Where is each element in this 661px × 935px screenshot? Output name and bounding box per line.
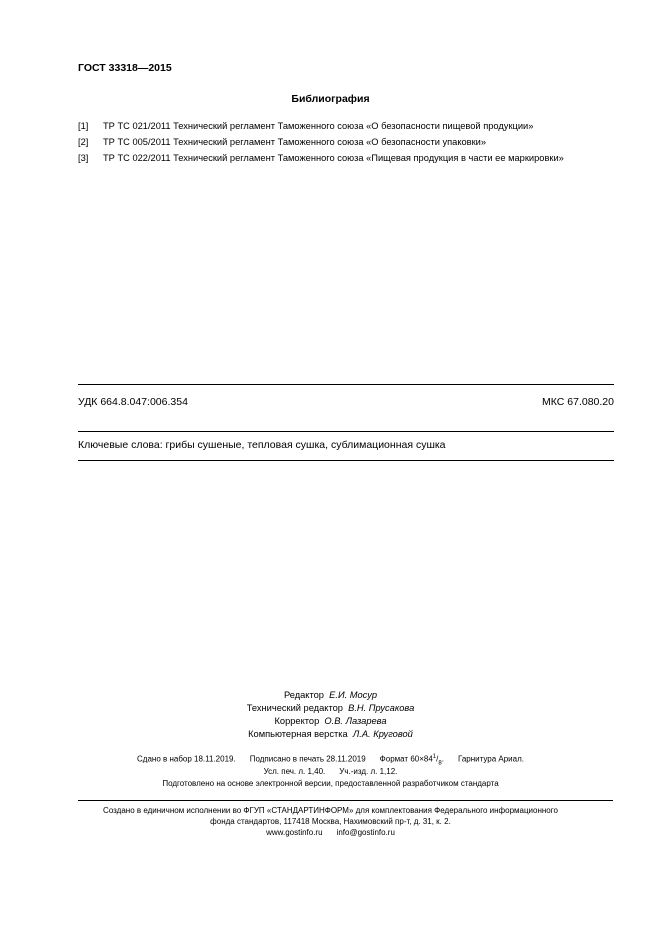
bibliography-item-number: [2] [78,137,89,147]
staff-name: О.В. Лазарева [324,716,387,726]
divider-top [78,384,614,385]
staff-name: Л.А. Круговой [352,729,413,739]
footer-line1: Создано в единичном исполнении во ФГУП «СТАНДАРТИНФОРМ» для комплектования Федерального информационного [103,806,558,815]
staff-editor [0,690,661,700]
staff-name: В.Н. Прусакова [348,703,415,713]
typeface: Гарнитура Ариал. [457,754,524,764]
bibliography-item [78,121,533,131]
staff-corrector [0,716,661,726]
footer-line2: фонда стандартов, 117418 Москва, Нахимовский пр-т, д. 31, к. 2. [210,817,451,826]
publication-dates: Сдано в набор 18.11.2019. Подписано в печать 28.11.2019 Формат $60\times 84^1/_8$. Гарнитура Ариал. [137,754,524,767]
staff-layout [0,729,661,739]
staff-role: Корректор [274,716,320,726]
divider-middle [78,431,614,432]
udk-code: УДК 664.8.047:006.354 [78,396,188,408]
bibliography-item-number: [3] [78,153,89,163]
bibliography-item-text: ТР ТС 021/2011 Технический регламент Таможенного союза «О безопасности пищевой продукции» [103,121,534,131]
staff-tech-editor [0,703,661,713]
publication-sheets [0,767,661,776]
format-sup: 1 [432,754,437,760]
pub-sheets: Уч.-изд. л. 1,12. [339,767,398,776]
bibliography-item-number: [1] [78,121,89,131]
bibliography-item [78,153,564,163]
staff-role: Технический редактор [246,703,343,713]
footer-divider [78,800,613,801]
bibliography-item [78,137,486,147]
bibliography-title: Библиография [291,93,370,105]
print-sheets: Усл. печ. л. 1,40. [263,767,326,776]
bibliography-item-text: ТР ТС 022/2011 Технический регламент Таможенного союза «Пищевая продукция в части ее маркировки» [103,153,564,163]
signed-date: Подписано в печать 28.11.2019 [249,754,366,764]
bibliography-item-text: ТР ТС 005/2011 Технический регламент Таможенного союза «О безопасности упаковки» [103,137,487,147]
staff-role: Редактор [283,690,324,700]
format-value: Формат 60×84 [379,754,433,764]
staff-role: Компьютерная верстка [248,729,348,739]
standard-designation: ГОСТ 33318—2015 [78,62,172,74]
website-link[interactable]: www.gostinfo.ru [266,828,323,837]
staff-name: Е.И. Мосур [329,690,378,700]
email-link[interactable]: info@gostinfo.ru [336,828,395,837]
keywords: Ключевые слова: грибы сушеные, тепловая сушка, сублимационная сушка [78,439,446,451]
prepared-note: Подготовлено на основе электронной версии, предоставленной разработчиком стандарта [162,779,499,788]
sent-date: Сдано в набор 18.11.2019. [137,754,236,764]
format-suffix: . [441,754,444,764]
mks-code: МКС 67.080.20 [542,396,614,408]
format-sub: 8 [438,760,442,767]
footer-contacts [0,828,661,837]
divider-bottom [78,460,614,461]
